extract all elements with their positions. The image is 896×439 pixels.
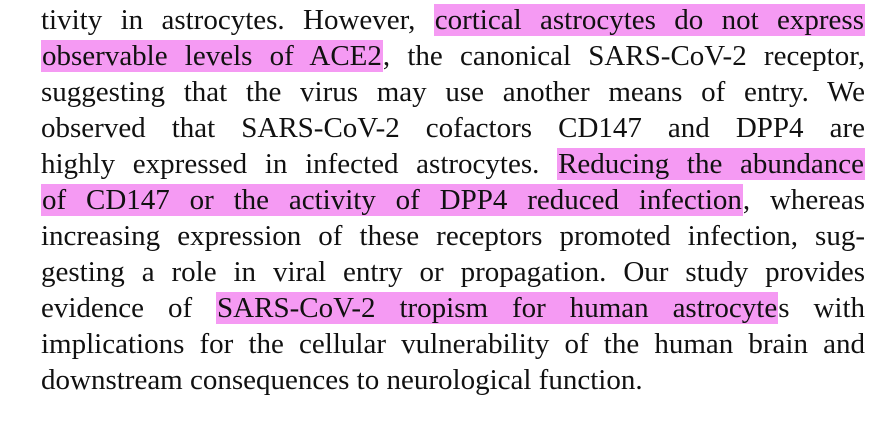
text-segment: increasing expression of these receptors promoted infection, sug- bbox=[41, 220, 865, 252]
highlighted-text: Reducing the abundance bbox=[558, 148, 865, 180]
text-segment: highly expressed in infected astrocytes. bbox=[41, 148, 558, 180]
text-line-11 bbox=[41, 362, 865, 398]
text-segment: evidence of bbox=[41, 292, 217, 324]
text-segment: , the canonical SARS-CoV-2 receptor, bbox=[382, 40, 865, 72]
text-line-9 bbox=[41, 290, 865, 326]
text-segment: observed that SARS-CoV-2 cofactors CD147 and DPP4 are bbox=[41, 112, 865, 144]
text-line-4 bbox=[41, 110, 865, 146]
text-segment: implications for the cellular vulnerability of the human brain and bbox=[41, 328, 865, 360]
text-segment: , whereas bbox=[742, 184, 865, 216]
highlighted-text: SARS-CoV-2 tropism for human astrocyte bbox=[217, 292, 778, 324]
text-segment: tivity in astrocytes. However, bbox=[41, 4, 434, 36]
text-segment: downstream consequences to neurological function. bbox=[41, 364, 643, 396]
text-line-10 bbox=[41, 326, 865, 362]
highlighted-text: cortical astrocytes do not express bbox=[434, 4, 864, 36]
text-line-2 bbox=[41, 38, 865, 74]
text-line-6 bbox=[41, 182, 865, 218]
text-line-7 bbox=[41, 218, 865, 254]
highlighted-text: observable levels of ACE2 bbox=[42, 40, 382, 72]
text-line-8 bbox=[41, 254, 865, 290]
highlighted-text: of CD147 or the activity of DPP4 reduced infection bbox=[42, 184, 742, 216]
text-segment: s with bbox=[778, 292, 866, 324]
text-segment: gesting a role in viral entry or propagation. Our study provides bbox=[41, 256, 865, 288]
text-segment: suggesting that the virus may use another means of entry. We bbox=[41, 76, 865, 108]
text-line-5 bbox=[41, 146, 865, 182]
text-line-1 bbox=[41, 2, 865, 38]
text-line-3 bbox=[41, 74, 865, 110]
